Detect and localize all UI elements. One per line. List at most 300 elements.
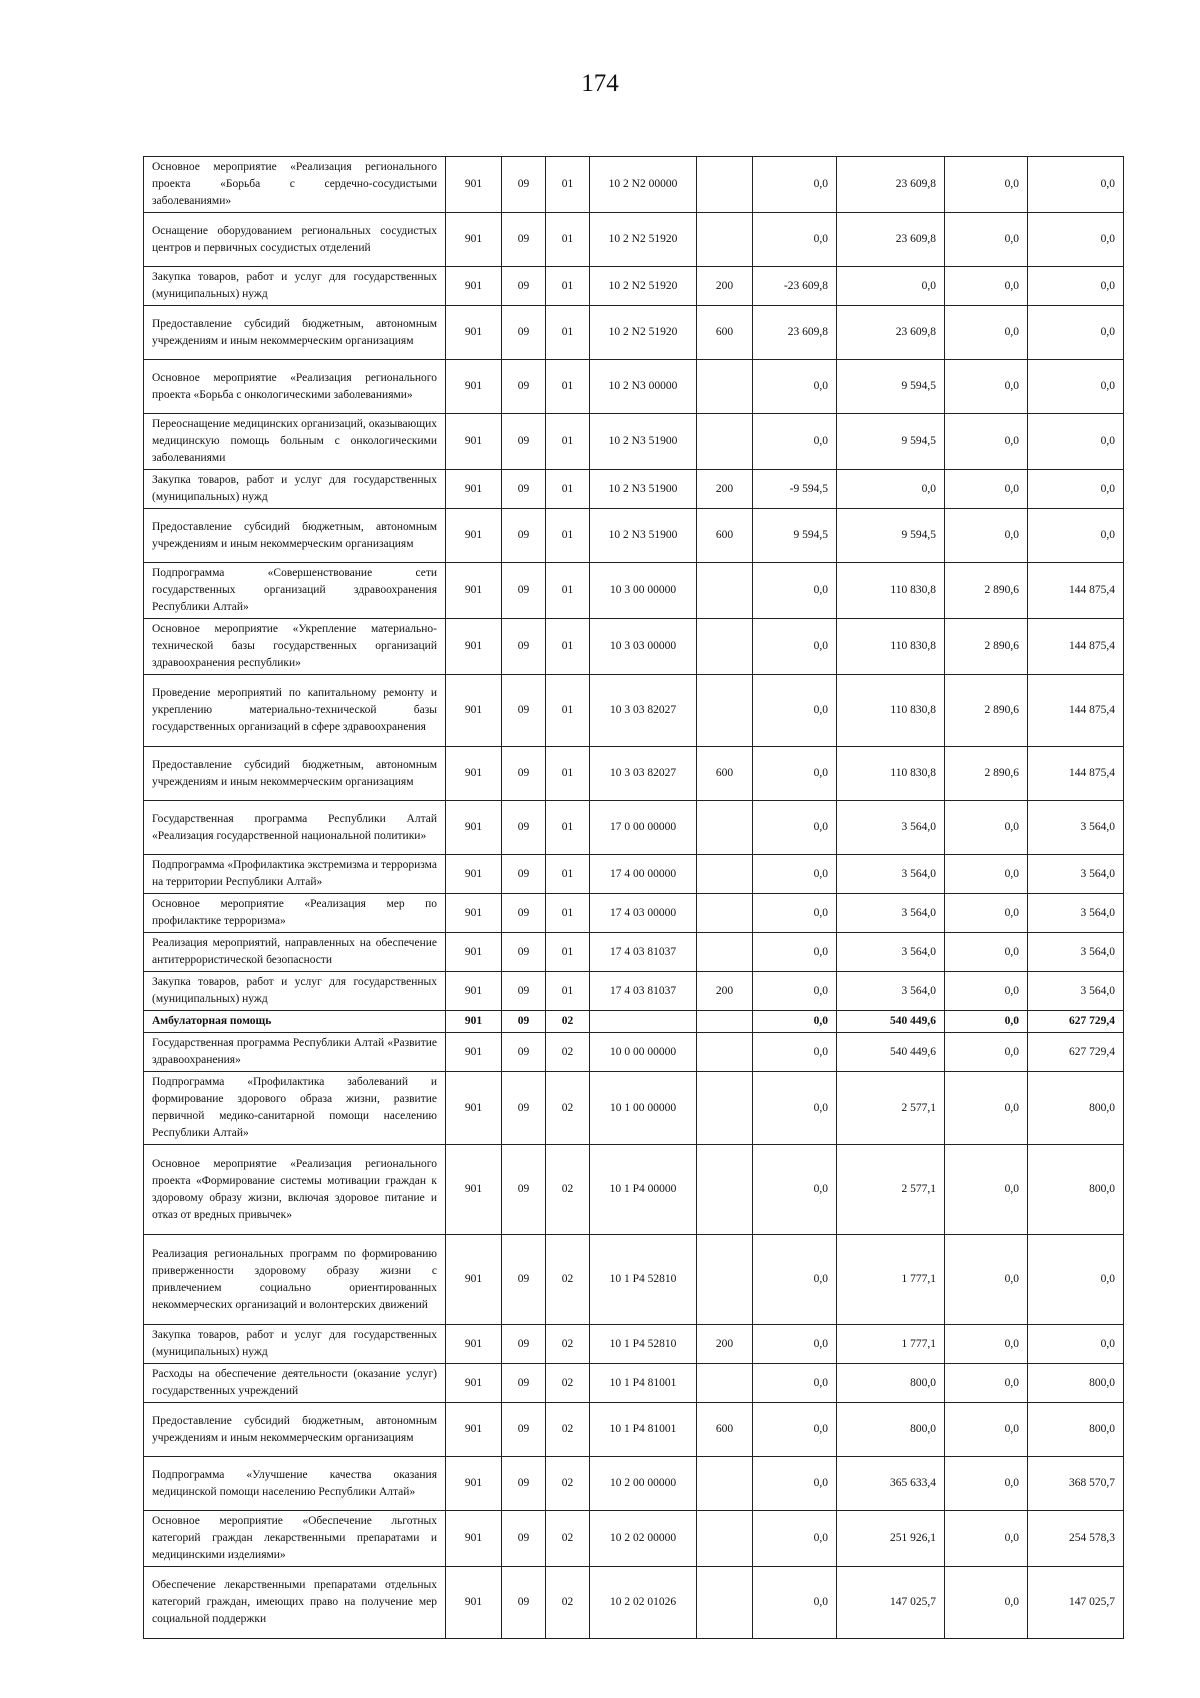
amount-col-3: 0,0 [945, 1072, 1028, 1145]
ministry-code: 901 [446, 1235, 502, 1325]
amount-col-1: 0,0 [753, 1364, 837, 1403]
subsection-code: 01 [546, 675, 590, 747]
ministry-code: 901 [446, 675, 502, 747]
ministry-code: 901 [446, 157, 502, 213]
amount-col-2: 540 449,6 [837, 1033, 945, 1072]
row-name: Государственная программа Республики Алтай «Реализация государственной национальной политики» [144, 801, 446, 855]
table-row [144, 306, 1124, 360]
section-code: 09 [502, 157, 546, 213]
amount-col-2: 3 564,0 [837, 801, 945, 855]
ministry-code: 901 [446, 855, 502, 894]
amount-col-1: 0,0 [753, 1033, 837, 1072]
amount-col-2: 9 594,5 [837, 509, 945, 563]
section-code: 09 [502, 619, 546, 675]
amount-col-3: 2 890,6 [945, 747, 1028, 801]
amount-col-4: 800,0 [1028, 1403, 1124, 1457]
subsection-code: 02 [546, 1033, 590, 1072]
section-code: 09 [502, 267, 546, 306]
table-row [144, 414, 1124, 470]
table-row [144, 470, 1124, 509]
table-row [144, 360, 1124, 414]
subsection-code: 01 [546, 509, 590, 563]
amount-col-2: 0,0 [837, 267, 945, 306]
subsection-code: 02 [546, 1011, 590, 1033]
expense-type-code: 200 [697, 470, 753, 509]
table-row [144, 509, 1124, 563]
subsection-code: 01 [546, 619, 590, 675]
amount-col-2: 800,0 [837, 1364, 945, 1403]
amount-col-4: 0,0 [1028, 360, 1124, 414]
amount-col-1: 0,0 [753, 1011, 837, 1033]
amount-col-1: 0,0 [753, 1511, 837, 1567]
ministry-code: 901 [446, 747, 502, 801]
ministry-code: 901 [446, 1457, 502, 1511]
table-row [144, 1145, 1124, 1235]
amount-col-2: 110 830,8 [837, 747, 945, 801]
amount-col-3: 0,0 [945, 1457, 1028, 1511]
row-name: Подпрограмма «Улучшение качества оказания медицинской помощи населению Республики Алтай» [144, 1457, 446, 1511]
ministry-code: 901 [446, 972, 502, 1011]
table-row [144, 1457, 1124, 1511]
amount-col-4: 3 564,0 [1028, 972, 1124, 1011]
target-article-code: 10 2 N2 51920 [590, 213, 697, 267]
amount-col-1: 0,0 [753, 1567, 837, 1639]
subsection-code: 02 [546, 1145, 590, 1235]
amount-col-3: 0,0 [945, 1145, 1028, 1235]
amount-col-1: 0,0 [753, 414, 837, 470]
amount-col-2: 1 777,1 [837, 1325, 945, 1364]
subsection-code: 01 [546, 894, 590, 933]
expense-type-code [697, 1567, 753, 1639]
section-code: 09 [502, 1325, 546, 1364]
amount-col-4: 144 875,4 [1028, 675, 1124, 747]
subsection-code: 01 [546, 972, 590, 1011]
amount-col-3: 0,0 [945, 414, 1028, 470]
row-name: Основное мероприятие «Реализация регионального проекта «Борьба с онкологическими заболеваниями» [144, 360, 446, 414]
amount-col-2: 110 830,8 [837, 619, 945, 675]
section-code: 09 [502, 213, 546, 267]
target-article-code [590, 1011, 697, 1033]
expense-type-code: 200 [697, 972, 753, 1011]
ministry-code: 901 [446, 360, 502, 414]
amount-col-1: 23 609,8 [753, 306, 837, 360]
target-article-code: 17 4 03 81037 [590, 933, 697, 972]
subsection-code: 01 [546, 855, 590, 894]
amount-col-2: 2 577,1 [837, 1072, 945, 1145]
amount-col-2: 3 564,0 [837, 972, 945, 1011]
amount-col-2: 2 577,1 [837, 1145, 945, 1235]
section-code: 09 [502, 972, 546, 1011]
amount-col-2: 23 609,8 [837, 213, 945, 267]
table-row [144, 1033, 1124, 1072]
subsection-code: 01 [546, 157, 590, 213]
row-name: Основное мероприятие «Обеспечение льготных категорий граждан лекарственными препаратами и медицинскими изделиями» [144, 1511, 446, 1567]
amount-col-2: 0,0 [837, 470, 945, 509]
section-code: 09 [502, 1235, 546, 1325]
table-row [144, 1011, 1124, 1033]
section-code: 09 [502, 509, 546, 563]
row-name: Закупка товаров, работ и услуг для государственных (муниципальных) нужд [144, 267, 446, 306]
row-name: Проведение мероприятий по капитальному ремонту и укреплению материально-технической базы государственных организаций в сфере здравоохранения [144, 675, 446, 747]
target-article-code: 10 2 02 01026 [590, 1567, 697, 1639]
amount-col-1: 0,0 [753, 675, 837, 747]
expense-type-code [697, 563, 753, 619]
section-code: 09 [502, 1033, 546, 1072]
amount-col-2: 110 830,8 [837, 563, 945, 619]
amount-col-3: 0,0 [945, 972, 1028, 1011]
amount-col-1: 0,0 [753, 933, 837, 972]
section-code: 09 [502, 563, 546, 619]
amount-col-4: 627 729,4 [1028, 1011, 1124, 1033]
amount-col-1: 0,0 [753, 360, 837, 414]
section-code: 09 [502, 933, 546, 972]
budget-table [143, 156, 1124, 1639]
budget-table-body [144, 157, 1124, 1639]
ministry-code: 901 [446, 894, 502, 933]
amount-col-1: 0,0 [753, 1145, 837, 1235]
row-name: Расходы на обеспечение деятельности (оказание услуг) государственных учреждений [144, 1364, 446, 1403]
amount-col-1: 0,0 [753, 747, 837, 801]
expense-type-code [697, 213, 753, 267]
amount-col-4: 0,0 [1028, 157, 1124, 213]
expense-type-code [697, 1364, 753, 1403]
expense-type-code [697, 1145, 753, 1235]
subsection-code: 02 [546, 1325, 590, 1364]
table-row [144, 1403, 1124, 1457]
table-row [144, 1567, 1124, 1639]
table-row [144, 563, 1124, 619]
amount-col-2: 251 926,1 [837, 1511, 945, 1567]
amount-col-1: 0,0 [753, 972, 837, 1011]
amount-col-3: 0,0 [945, 894, 1028, 933]
amount-col-1: 0,0 [753, 855, 837, 894]
row-name: Предоставление субсидий бюджетным, автономным учреждениям и иным некоммерческим организациям [144, 306, 446, 360]
subsection-code: 01 [546, 470, 590, 509]
amount-col-4: 368 570,7 [1028, 1457, 1124, 1511]
row-name: Реализация региональных программ по формированию приверженности здоровому образу жизни с привлечением социально ориентированных некоммерческих организаций и волонтерских движений [144, 1235, 446, 1325]
amount-col-1: 0,0 [753, 619, 837, 675]
row-name: Подпрограмма «Профилактика заболеваний и формирование здорового образа жизни, развитие первичной медико-санитарной помощи населению Республики Алтай» [144, 1072, 446, 1145]
amount-col-4: 3 564,0 [1028, 894, 1124, 933]
amount-col-3: 0,0 [945, 1033, 1028, 1072]
row-name: Основное мероприятие «Реализация регионального проекта «Борьба с сердечно-сосудистыми заболеваниями» [144, 157, 446, 213]
table-row [144, 801, 1124, 855]
amount-col-4: 3 564,0 [1028, 933, 1124, 972]
amount-col-4: 800,0 [1028, 1072, 1124, 1145]
expense-type-code: 600 [697, 509, 753, 563]
ministry-code: 901 [446, 1364, 502, 1403]
amount-col-3: 0,0 [945, 1567, 1028, 1639]
amount-col-3: 0,0 [945, 509, 1028, 563]
target-article-code: 10 1 00 00000 [590, 1072, 697, 1145]
amount-col-3: 0,0 [945, 470, 1028, 509]
amount-col-4: 0,0 [1028, 213, 1124, 267]
subsection-code: 01 [546, 747, 590, 801]
subsection-code: 01 [546, 267, 590, 306]
section-code: 09 [502, 1145, 546, 1235]
amount-col-4: 3 564,0 [1028, 801, 1124, 855]
subsection-code: 02 [546, 1235, 590, 1325]
section-code: 09 [502, 360, 546, 414]
expense-type-code [697, 1072, 753, 1145]
target-article-code: 10 3 00 00000 [590, 563, 697, 619]
subsection-code: 02 [546, 1567, 590, 1639]
amount-col-4: 627 729,4 [1028, 1033, 1124, 1072]
amount-col-4: 0,0 [1028, 267, 1124, 306]
amount-col-2: 147 025,7 [837, 1567, 945, 1639]
amount-col-3: 2 890,6 [945, 675, 1028, 747]
section-code: 09 [502, 1511, 546, 1567]
subsection-code: 02 [546, 1072, 590, 1145]
ministry-code: 901 [446, 213, 502, 267]
amount-col-4: 800,0 [1028, 1145, 1124, 1235]
section-code: 09 [502, 1457, 546, 1511]
amount-col-4: 147 025,7 [1028, 1567, 1124, 1639]
amount-col-2: 9 594,5 [837, 414, 945, 470]
amount-col-3: 0,0 [945, 306, 1028, 360]
row-name: Предоставление субсидий бюджетным, автономным учреждениям и иным некоммерческим организациям [144, 509, 446, 563]
ministry-code: 901 [446, 1145, 502, 1235]
amount-col-3: 0,0 [945, 213, 1028, 267]
subsection-code: 01 [546, 360, 590, 414]
amount-col-1: 9 594,5 [753, 509, 837, 563]
ministry-code: 901 [446, 933, 502, 972]
amount-col-1: 0,0 [753, 213, 837, 267]
amount-col-2: 110 830,8 [837, 675, 945, 747]
amount-col-4: 800,0 [1028, 1364, 1124, 1403]
expense-type-code [697, 619, 753, 675]
target-article-code: 10 2 N3 51900 [590, 470, 697, 509]
amount-col-3: 0,0 [945, 267, 1028, 306]
target-article-code: 10 2 00 00000 [590, 1457, 697, 1511]
section-code: 09 [502, 470, 546, 509]
amount-col-2: 540 449,6 [837, 1011, 945, 1033]
expense-type-code: 600 [697, 306, 753, 360]
row-name: Закупка товаров, работ и услуг для государственных (муниципальных) нужд [144, 972, 446, 1011]
section-code: 09 [502, 1567, 546, 1639]
amount-col-3: 0,0 [945, 1403, 1028, 1457]
ministry-code: 901 [446, 470, 502, 509]
subsection-code: 02 [546, 1364, 590, 1403]
row-name: Реализация мероприятий, направленных на обеспечение антитеррористической безопасности [144, 933, 446, 972]
expense-type-code [697, 157, 753, 213]
row-name: Предоставление субсидий бюджетным, автономным учреждениям и иным некоммерческим организациям [144, 1403, 446, 1457]
target-article-code: 10 1 P4 52810 [590, 1325, 697, 1364]
amount-col-3: 0,0 [945, 1011, 1028, 1033]
amount-col-2: 3 564,0 [837, 855, 945, 894]
target-article-code: 10 3 03 00000 [590, 619, 697, 675]
amount-col-1: 0,0 [753, 1235, 837, 1325]
subsection-code: 01 [546, 801, 590, 855]
amount-col-3: 0,0 [945, 1325, 1028, 1364]
table-row [144, 157, 1124, 213]
ministry-code: 901 [446, 267, 502, 306]
section-code: 09 [502, 801, 546, 855]
amount-col-4: 144 875,4 [1028, 747, 1124, 801]
target-article-code: 10 2 02 00000 [590, 1511, 697, 1567]
target-article-code: 10 2 N2 51920 [590, 306, 697, 360]
table-row [144, 972, 1124, 1011]
target-article-code: 10 2 N2 00000 [590, 157, 697, 213]
target-article-code: 10 1 P4 52810 [590, 1235, 697, 1325]
amount-col-1: -23 609,8 [753, 267, 837, 306]
amount-col-3: 0,0 [945, 855, 1028, 894]
target-article-code: 10 2 N3 51900 [590, 414, 697, 470]
row-name: Основное мероприятие «Реализация мер по профилактике терроризма» [144, 894, 446, 933]
target-article-code: 10 2 N3 51900 [590, 509, 697, 563]
ministry-code: 901 [446, 306, 502, 360]
target-article-code: 10 2 N3 00000 [590, 360, 697, 414]
section-code: 09 [502, 1072, 546, 1145]
ministry-code: 901 [446, 509, 502, 563]
ministry-code: 901 [446, 1325, 502, 1364]
expense-type-code [697, 360, 753, 414]
amount-col-2: 23 609,8 [837, 157, 945, 213]
amount-col-4: 144 875,4 [1028, 619, 1124, 675]
expense-type-code: 600 [697, 747, 753, 801]
expense-type-code [697, 1235, 753, 1325]
row-name: Закупка товаров, работ и услуг для государственных (муниципальных) нужд [144, 470, 446, 509]
ministry-code: 901 [446, 619, 502, 675]
amount-col-2: 23 609,8 [837, 306, 945, 360]
section-code: 09 [502, 1011, 546, 1033]
target-article-code: 10 0 00 00000 [590, 1033, 697, 1072]
row-name: Предоставление субсидий бюджетным, автономным учреждениям и иным некоммерческим организациям [144, 747, 446, 801]
expense-type-code [697, 1033, 753, 1072]
ministry-code: 901 [446, 1072, 502, 1145]
table-row [144, 1235, 1124, 1325]
section-code: 09 [502, 414, 546, 470]
amount-col-4: 0,0 [1028, 414, 1124, 470]
row-name: Подпрограмма «Совершенствование сети государственных организаций здравоохранения Республики Алтай» [144, 563, 446, 619]
subsection-code: 01 [546, 414, 590, 470]
amount-col-2: 365 633,4 [837, 1457, 945, 1511]
target-article-code: 17 0 00 00000 [590, 801, 697, 855]
amount-col-3: 0,0 [945, 157, 1028, 213]
target-article-code: 10 1 P4 81001 [590, 1364, 697, 1403]
expense-type-code [697, 801, 753, 855]
amount-col-2: 9 594,5 [837, 360, 945, 414]
expense-type-code [697, 1457, 753, 1511]
table-row [144, 1072, 1124, 1145]
amount-col-2: 800,0 [837, 1403, 945, 1457]
amount-col-1: 0,0 [753, 801, 837, 855]
amount-col-2: 3 564,0 [837, 933, 945, 972]
amount-col-4: 0,0 [1028, 470, 1124, 509]
subsection-code: 02 [546, 1511, 590, 1567]
row-name: Основное мероприятие «Укрепление материально-технической базы государственных организаций здравоохранения республики» [144, 619, 446, 675]
amount-col-1: 0,0 [753, 894, 837, 933]
amount-col-3: 0,0 [945, 801, 1028, 855]
expense-type-code [697, 414, 753, 470]
amount-col-4: 254 578,3 [1028, 1511, 1124, 1567]
ministry-code: 901 [446, 801, 502, 855]
amount-col-3: 0,0 [945, 1511, 1028, 1567]
target-article-code: 10 3 03 82027 [590, 747, 697, 801]
expense-type-code [697, 894, 753, 933]
section-code: 09 [502, 306, 546, 360]
amount-col-4: 0,0 [1028, 1325, 1124, 1364]
amount-col-2: 3 564,0 [837, 894, 945, 933]
target-article-code: 10 1 P4 81001 [590, 1403, 697, 1457]
amount-col-4: 0,0 [1028, 306, 1124, 360]
table-row [144, 855, 1124, 894]
subsection-code: 01 [546, 933, 590, 972]
section-code: 09 [502, 894, 546, 933]
table-row [144, 894, 1124, 933]
table-row [144, 267, 1124, 306]
expense-type-code [697, 933, 753, 972]
ministry-code: 901 [446, 563, 502, 619]
row-name: Закупка товаров, работ и услуг для государственных (муниципальных) нужд [144, 1325, 446, 1364]
row-name: Амбулаторная помощь [144, 1011, 446, 1033]
ministry-code: 901 [446, 1403, 502, 1457]
amount-col-3: 2 890,6 [945, 619, 1028, 675]
table-row [144, 675, 1124, 747]
expense-type-code [697, 675, 753, 747]
amount-col-3: 0,0 [945, 360, 1028, 414]
table-row [144, 213, 1124, 267]
table-row [144, 933, 1124, 972]
expense-type-code [697, 1011, 753, 1033]
target-article-code: 10 3 03 82027 [590, 675, 697, 747]
expense-type-code: 600 [697, 1403, 753, 1457]
subsection-code: 01 [546, 306, 590, 360]
ministry-code: 901 [446, 1567, 502, 1639]
target-article-code: 17 4 00 00000 [590, 855, 697, 894]
amount-col-4: 144 875,4 [1028, 563, 1124, 619]
ministry-code: 901 [446, 414, 502, 470]
row-name: Переоснащение медицинских организаций, оказывающих медицинскую помощь больным с онкологическими заболеваниями [144, 414, 446, 470]
amount-col-1: 0,0 [753, 563, 837, 619]
subsection-code: 01 [546, 213, 590, 267]
table-row [144, 619, 1124, 675]
target-article-code: 17 4 03 00000 [590, 894, 697, 933]
amount-col-3: 2 890,6 [945, 563, 1028, 619]
section-code: 09 [502, 747, 546, 801]
amount-col-1: -9 594,5 [753, 470, 837, 509]
expense-type-code: 200 [697, 1325, 753, 1364]
target-article-code: 10 2 N2 51920 [590, 267, 697, 306]
expense-type-code: 200 [697, 267, 753, 306]
amount-col-1: 0,0 [753, 1325, 837, 1364]
expense-type-code [697, 855, 753, 894]
target-article-code: 10 1 P4 00000 [590, 1145, 697, 1235]
table-row [144, 1364, 1124, 1403]
table-row [144, 1511, 1124, 1567]
row-name: Государственная программа Республики Алтай «Развитие здравоохранения» [144, 1033, 446, 1072]
amount-col-3: 0,0 [945, 1364, 1028, 1403]
section-code: 09 [502, 855, 546, 894]
table-row [144, 1325, 1124, 1364]
table-row [144, 747, 1124, 801]
target-article-code: 17 4 03 81037 [590, 972, 697, 1011]
ministry-code: 901 [446, 1011, 502, 1033]
row-name: Оснащение оборудованием региональных сосудистых центров и первичных сосудистых отделений [144, 213, 446, 267]
row-name: Обеспечение лекарственными препаратами отдельных категорий граждан, имеющих право на получение мер социальной поддержки [144, 1567, 446, 1639]
section-code: 09 [502, 1403, 546, 1457]
ministry-code: 901 [446, 1511, 502, 1567]
row-name: Основное мероприятие «Реализация регионального проекта «Формирование системы мотивации граждан к здоровому образу жизни, включая здоровое питание и отказ от вредных привычек» [144, 1145, 446, 1235]
section-code: 09 [502, 1364, 546, 1403]
amount-col-1: 0,0 [753, 1457, 837, 1511]
page-number: 174 [581, 70, 619, 97]
amount-col-1: 0,0 [753, 157, 837, 213]
amount-col-2: 1 777,1 [837, 1235, 945, 1325]
amount-col-1: 0,0 [753, 1072, 837, 1145]
amount-col-4: 0,0 [1028, 509, 1124, 563]
ministry-code: 901 [446, 1033, 502, 1072]
